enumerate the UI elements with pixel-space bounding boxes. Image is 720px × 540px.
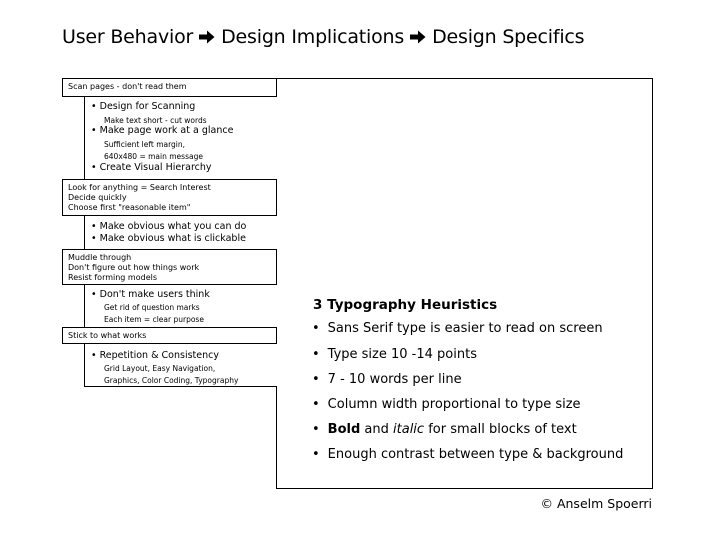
bullet-icon: • <box>312 397 320 412</box>
heuristic-text: 7 - 10 words per line <box>327 372 462 387</box>
heuristics-title: 3 Typography Heuristics <box>313 297 498 313</box>
right-arrow-icon <box>199 27 215 49</box>
bullet-icon: • <box>312 347 320 362</box>
behavior-box-2 <box>62 179 277 216</box>
bullet-icon: • <box>312 372 320 387</box>
behavior-text: Scan pages - don't read them <box>68 82 187 91</box>
heuristic-italic-text: italic <box>393 422 425 437</box>
implication-item: • Make page work at a glance <box>91 125 234 136</box>
heuristic-text: Sans Serif type is easier to read on screen <box>327 321 603 336</box>
behavior-text: Choose first "reasonable item" <box>68 203 191 212</box>
implication-group-1 <box>84 96 277 180</box>
implication-item: • Make obvious what is clickable <box>91 233 246 244</box>
implication-subitem: Each item = clear purpose <box>104 315 204 324</box>
heuristic-bold-text: Bold <box>327 422 361 437</box>
implication-item: • Make obvious what you can do <box>91 221 247 232</box>
bullet-icon: • <box>312 447 320 462</box>
implication-item: • Create Visual Hierarchy <box>91 162 212 173</box>
behavior-text: Muddle through <box>68 253 132 262</box>
heuristic-text: and <box>360 422 394 437</box>
heuristic-item <box>312 347 477 362</box>
heuristic-item <box>312 447 623 462</box>
title-user-behavior: User Behavior <box>62 26 194 48</box>
right-arrow-icon <box>410 27 426 49</box>
behavior-box-1 <box>62 78 277 97</box>
implication-group-3 <box>84 284 277 328</box>
implication-item: • Don't make users think <box>91 289 210 300</box>
heuristic-text: Enough contrast between type & background <box>327 447 624 462</box>
implication-group-4 <box>84 343 277 387</box>
title-design-implications: Design Implications <box>221 26 405 48</box>
slide-title <box>62 26 584 49</box>
behavior-text: Resist forming models <box>68 273 158 282</box>
behavior-box-3 <box>62 249 277 285</box>
behavior-text: Decide quickly <box>68 193 127 202</box>
heuristic-text: for small blocks of text <box>424 422 577 437</box>
implication-subitem: Make text short - cut words <box>104 116 207 125</box>
implication-subitem: Sufficient left margin, <box>104 140 186 149</box>
bullet-icon: • <box>312 321 320 336</box>
behavior-text: Don't figure out how things work <box>68 263 200 272</box>
implication-group-2 <box>84 215 277 250</box>
behavior-box-4 <box>62 327 277 344</box>
implication-item: • Design for Scanning <box>91 101 196 112</box>
bullet-icon: • <box>312 422 320 437</box>
copyright-notice: © Anselm Spoerri <box>540 496 652 511</box>
title-design-specifics: Design Specifics <box>432 26 585 48</box>
implication-item: • Repetition & Consistency <box>91 350 219 361</box>
heuristic-item <box>312 321 603 336</box>
heuristic-text: Column width proportional to type size <box>327 397 581 412</box>
heuristic-text: Type size 10 -14 points <box>327 347 477 362</box>
heuristic-item <box>312 372 462 387</box>
behavior-text: Look for anything = Search Interest <box>68 183 211 192</box>
implication-subitem: Get rid of question marks <box>104 303 200 312</box>
implication-subitem: Graphics, Color Coding, Typography <box>104 376 239 385</box>
heuristic-item <box>312 397 581 412</box>
implication-subitem: Grid Layout, Easy Navigation, <box>104 364 216 373</box>
behavior-text: Stick to what works <box>68 331 147 340</box>
implication-subitem: 640x480 = main message <box>104 152 203 161</box>
heuristic-item <box>312 422 577 437</box>
